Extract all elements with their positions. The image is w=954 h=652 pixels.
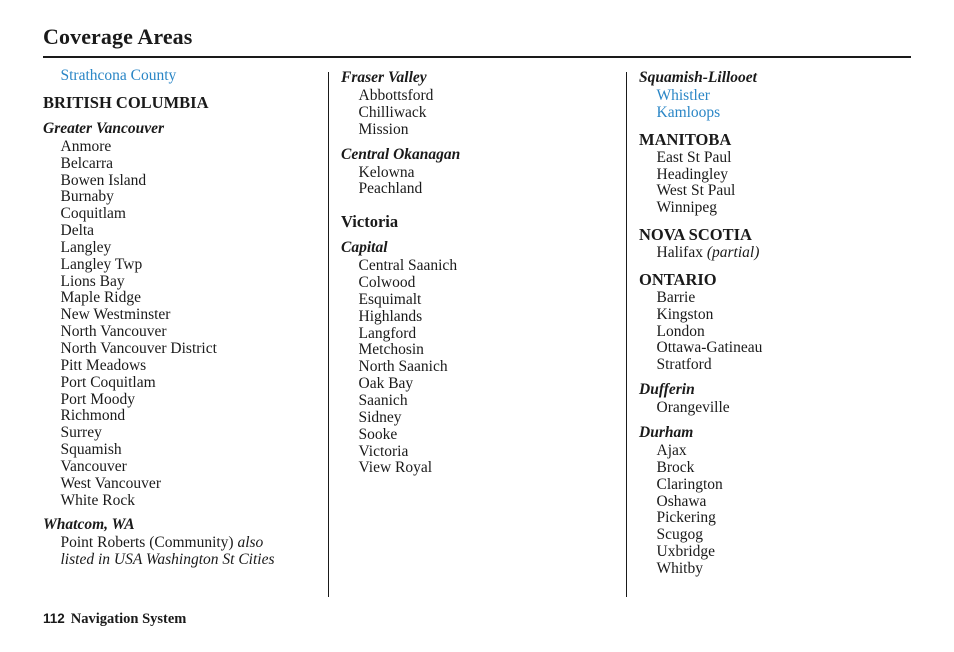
list-item: Lions Bay xyxy=(60,272,125,290)
list-item: Kelowna xyxy=(358,163,415,181)
list-item: West St Paul xyxy=(656,182,736,200)
list-item: Sooke xyxy=(358,425,398,443)
durham-heading: Durham xyxy=(639,423,694,441)
list-item: Sidney xyxy=(358,408,402,426)
list-item xyxy=(639,245,909,262)
list-item: Belcarra xyxy=(60,154,113,172)
column-1 xyxy=(43,68,323,569)
list-link[interactable]: Kamloops xyxy=(656,103,721,121)
list-item: Ottawa-Gatineau xyxy=(656,339,763,357)
central-okanagan-heading: Central Okanagan xyxy=(341,145,461,163)
note-text: (partial) xyxy=(706,244,760,262)
list-item: Coquitlam xyxy=(60,205,126,223)
victoria-heading: Victoria xyxy=(341,212,399,232)
dufferin-list xyxy=(639,400,909,417)
list-item: Stratford xyxy=(656,356,712,374)
list-item: North Saanich xyxy=(358,358,448,376)
greater-vancouver-heading: Greater Vancouver xyxy=(43,119,164,137)
list-item: Central Saanich xyxy=(358,257,458,275)
list-item: Maple Ridge xyxy=(60,289,141,307)
list-item: North Vancouver xyxy=(60,323,167,341)
list-item: Whitby xyxy=(656,559,703,577)
list-item: Chilliwack xyxy=(358,103,427,121)
list-item: London xyxy=(656,322,705,340)
list-item: Langley Twp xyxy=(60,255,143,273)
list-item: Langley xyxy=(60,238,112,256)
list-item: Kingston xyxy=(656,305,714,323)
list-item: Langford xyxy=(358,324,417,342)
capital-heading: Capital xyxy=(341,239,388,257)
list-item: Oak Bay xyxy=(358,375,414,393)
title-rule xyxy=(43,56,911,58)
nova-scotia-heading: NOVA SCOTIA xyxy=(639,225,752,245)
footer-label: Navigation System xyxy=(70,611,187,627)
page-title: Coverage Areas xyxy=(43,24,193,49)
list-item: Orangeville xyxy=(656,399,730,417)
list-item: Pitt Meadows xyxy=(60,356,147,374)
list-item: Oshawa xyxy=(656,492,707,510)
list-item: North Vancouver District xyxy=(60,339,217,357)
squamish-lillooet-links xyxy=(639,88,909,122)
list-item: Colwood xyxy=(358,274,416,292)
list-item: Anmore xyxy=(60,137,112,155)
list-item: Port Coquitlam xyxy=(60,373,156,391)
note-text: listed in USA Washington St Cities xyxy=(60,551,275,569)
whatcom-heading: Whatcom, WA xyxy=(43,516,135,534)
greater-vancouver-list xyxy=(43,139,323,510)
list-item: Richmond xyxy=(60,407,126,425)
column-divider-1 xyxy=(328,72,329,597)
list-item: View Royal xyxy=(358,459,433,477)
column-divider-2 xyxy=(626,72,627,597)
manitoba-heading: MANITOBA xyxy=(639,129,732,149)
list-item: Peachland xyxy=(358,180,423,198)
list-item: Mission xyxy=(358,120,409,138)
list-item: Highlands xyxy=(358,307,423,325)
central-okanagan-list xyxy=(341,165,611,199)
dufferin-heading: Dufferin xyxy=(639,381,695,399)
list-link[interactable]: Whistler xyxy=(656,87,710,104)
ontario-heading: ONTARIO xyxy=(639,269,717,289)
squamish-lillooet-heading: Squamish-Lillooet xyxy=(639,69,757,86)
column-2 xyxy=(341,68,611,477)
list-item: Delta xyxy=(60,222,95,240)
list-item: Ajax xyxy=(656,441,687,459)
list-item: Metchosin xyxy=(358,341,424,359)
list-item: Surrey xyxy=(60,424,102,442)
list-item xyxy=(43,535,323,552)
list-item: Brock xyxy=(656,458,695,476)
strathcona-county-link[interactable]: Strathcona County xyxy=(60,67,177,84)
list-item: Scugog xyxy=(656,526,703,544)
list-item: Victoria xyxy=(358,442,409,460)
list-item: Vancouver xyxy=(60,457,127,475)
list-item: Uxbridge xyxy=(656,543,716,561)
list-item: New Westminster xyxy=(60,306,171,324)
list-item: Bowen Island xyxy=(60,171,147,189)
list-item: Clarington xyxy=(656,475,723,493)
halifax-text: Halifax xyxy=(656,244,703,262)
ontario-list xyxy=(639,290,909,374)
manitoba-list xyxy=(639,150,909,217)
list-item: Saanich xyxy=(358,391,408,409)
fraser-valley-list xyxy=(341,88,611,139)
capital-list xyxy=(341,258,611,477)
point-roberts-text: Point Roberts (Community) xyxy=(60,534,234,552)
fraser-valley-heading: Fraser Valley xyxy=(341,69,427,86)
list-item: East St Paul xyxy=(656,148,732,166)
british-columbia-heading: BRITISH COLUMBIA xyxy=(43,92,209,112)
list-item: White Rock xyxy=(60,491,135,509)
list-item: Squamish xyxy=(60,441,122,459)
list-item: West Vancouver xyxy=(60,474,161,492)
list-item: Pickering xyxy=(656,509,716,527)
list-item: Headingley xyxy=(656,165,728,183)
list-item: Abbottsford xyxy=(358,87,434,104)
page-number: 112 xyxy=(43,611,65,626)
list-item: Burnaby xyxy=(60,188,114,206)
list-item: Esquimalt xyxy=(358,290,422,308)
list-item: Port Moody xyxy=(60,390,135,408)
durham-list xyxy=(639,443,909,578)
page-footer xyxy=(43,611,186,628)
column-3 xyxy=(639,68,909,578)
list-item: Barrie xyxy=(656,288,696,306)
list-item: Winnipeg xyxy=(656,199,718,217)
note-text: also xyxy=(237,534,264,552)
